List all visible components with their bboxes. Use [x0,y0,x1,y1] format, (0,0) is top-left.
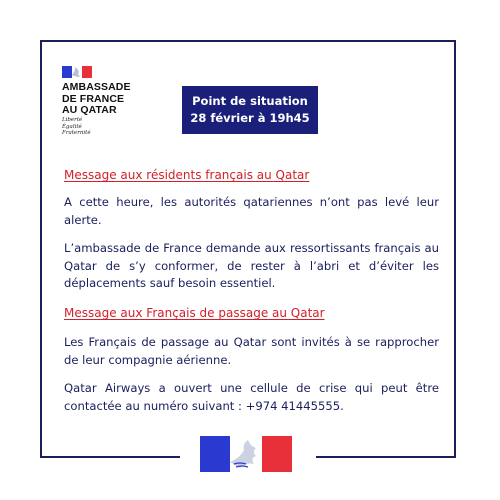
republic-motto [62,117,91,137]
motto-fraternite: Fraternité [62,130,91,136]
situation-datetime: 28 février à 19h45 [190,111,310,125]
residents-paragraph-1: A cette heure, les autorités qatariennes n’ont pas levé leur alerte. [64,195,439,227]
motto-liberte: Liberté [62,117,83,123]
embassy-name [62,82,131,117]
situation-badge [182,86,318,134]
residents-paragraph-2: L’ambassade de France demande aux ressortissants français au Qatar de s’y conformer, de rester à l’abri et d’éviter les déplacements sauf besoin essentiel. [64,241,439,290]
embassy-name-line3: AU QATAR [62,104,117,116]
motto-egalite: Égalité [62,123,82,130]
situation-title: Point de situation [192,94,308,108]
embassy-name-line2: DE FRANCE [62,92,125,105]
marianne-logo-icon [62,66,92,78]
visitors-heading: Message aux Français de passage au Qatar [64,306,325,320]
marianne-flag-icon [200,436,292,472]
residents-heading: Message aux résidents français au Qatar [64,168,310,182]
visitors-paragraph-2: Qatar Airways a ouvert une cellule de crise qui peut être contactée au numéro suivant : +974 41445555. [64,381,439,413]
embassy-name-line1: AMBASSADE [62,81,131,93]
visitors-paragraph-1: Les Français de passage au Qatar sont invités à se rapprocher de leur compagnie aérienne. [64,335,439,367]
